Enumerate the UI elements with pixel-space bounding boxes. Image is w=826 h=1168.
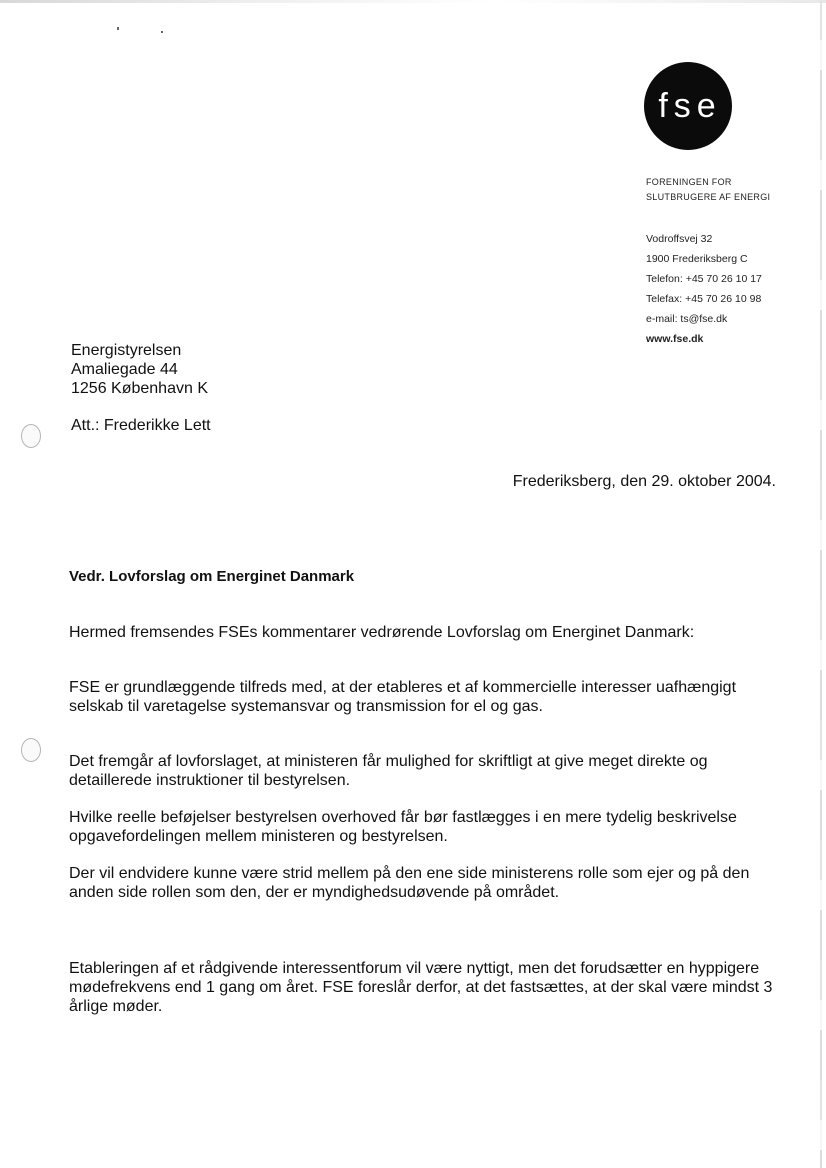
website-link[interactable]: www.fse.dk	[646, 333, 704, 345]
scan-speck	[161, 31, 163, 33]
punch-hole	[21, 738, 41, 762]
scan-edge-right	[820, 0, 822, 1168]
email-address: e-mail: ts@fse.dk	[646, 313, 728, 325]
address-city: 1900 Frederiksberg C	[646, 253, 748, 265]
body-paragraph: Hvilke reelle beføjelser bestyrelsen overhoved får bør fastlægges i en mere tydelig beskrivelse opgavefordelingen mellem ministeren og bestyrelsen.	[69, 809, 737, 845]
recipient-city: 1256 København K	[71, 380, 208, 397]
organization-name	[646, 175, 770, 205]
body-paragraph: FSE er grundlæggende tilfreds med, at der etableres et af kommercielle interesser uafhængigt selskab til varetagelse systemansvar og transmission for el og gas.	[69, 679, 737, 715]
org-name-line: FORENINGEN FOR	[646, 177, 732, 187]
body-paragraph: Det fremgår af lovforslaget, at ministeren får mulighed for skriftligt at give meget direkte og detaillerede instruktioner til bestyrelsen.	[69, 753, 708, 789]
address-street: Vodroffsvej 32	[646, 233, 713, 245]
attention-line: Att.: Frederikke Lett	[71, 417, 211, 434]
letter-subject: Vedr. Lovforslag om Energinet Danmark	[69, 568, 355, 585]
recipient-street: Amaliegade 44	[71, 361, 178, 378]
scan-speck	[117, 27, 119, 30]
scan-edge-top	[0, 0, 826, 3]
contact-block	[646, 229, 762, 349]
recipient-name: Energistyrelsen	[71, 342, 182, 359]
recipient-address	[71, 341, 208, 398]
body-paragraph: Etableringen af et rådgivende interessentforum vil være nyttigt, men det forudsætter en hyppigere mødefrekvens end 1 gang om året. FSE foreslår derfor, at det fastsættes, at der skal være mindst 3 årlige møder.	[69, 960, 773, 1015]
phone-number: Telefon: +45 70 26 10 17	[646, 273, 762, 285]
fax-number: Telefax: +45 70 26 10 98	[646, 293, 762, 305]
body-paragraph: Der vil endvidere kunne være strid mellem på den ene side ministerens rolle som ejer og på den anden side rollen som den, der er myndighedsudøvende på området.	[69, 865, 750, 901]
fse-logo	[644, 62, 732, 150]
org-name-line: SLUTBRUGERE AF ENERGI	[646, 192, 771, 202]
punch-hole	[21, 424, 41, 448]
body-paragraph: Hermed fremsendes FSEs kommentarer vedrørende Lovforslag om Energinet Danmark:	[69, 624, 695, 641]
logo-text: fse	[658, 87, 722, 125]
date-line: Frederiksberg, den 29. oktober 2004.	[512, 473, 776, 490]
